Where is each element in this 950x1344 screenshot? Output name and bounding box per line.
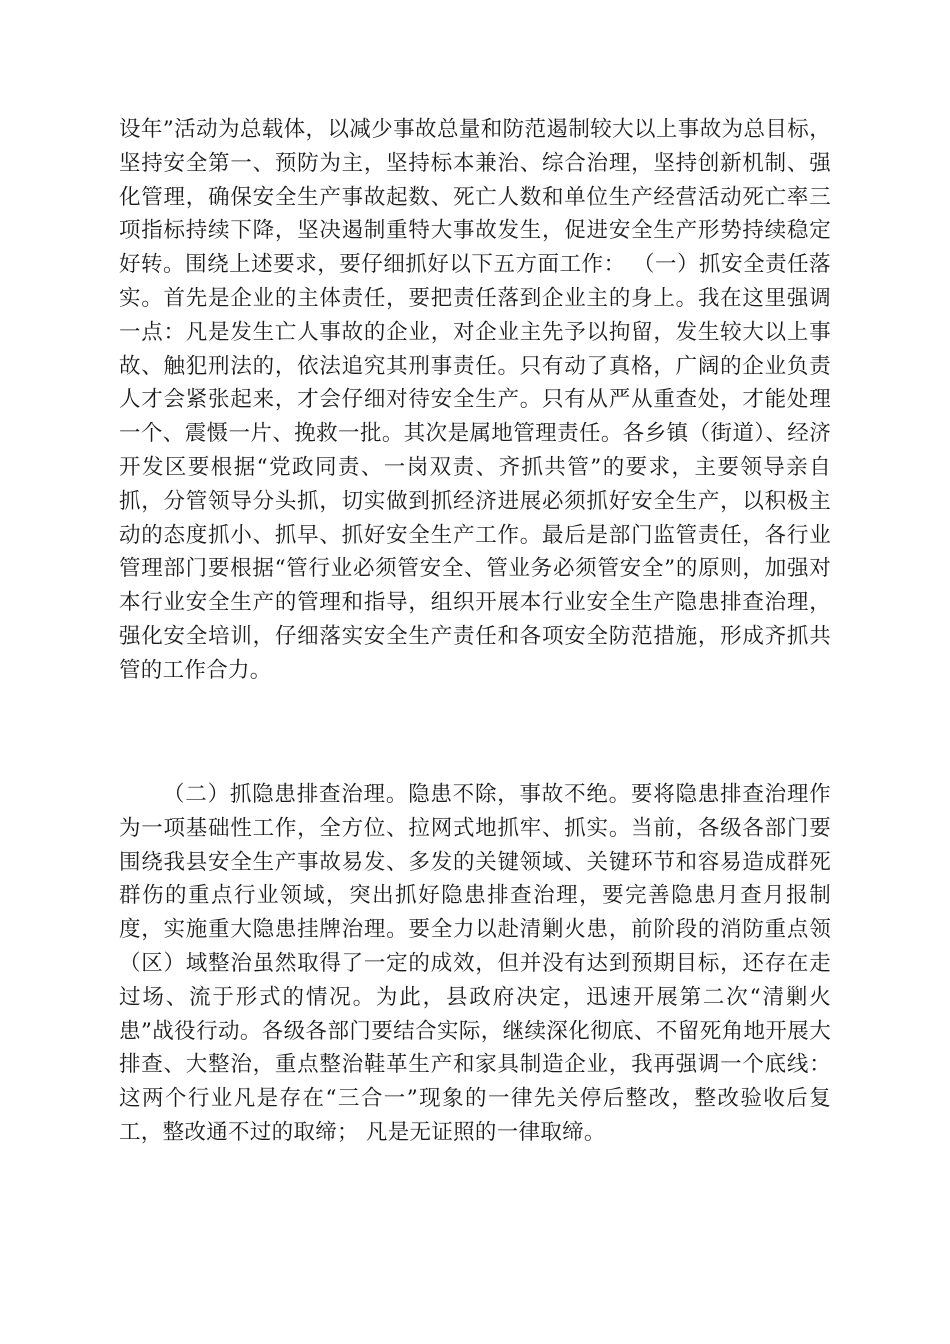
body-paragraph-2: （二）抓隐患排查治理。隐患不除，事故不绝。要将隐患排查治理作为一项基础性工作，全方位、拉网式地抓牢、抓实。当前，各级各部门要围绕我县安全生产事故易发、多发的关键领域、关键环节和容易造成群死群伤的重点行业领域，突出抓好隐患排查治理，要完善隐患月查月报制度，实施重大隐患挂牌治理。要全力以赴清剿火患，前阶段的消防重点领（区）域整治虽然取得了一定的成效，但并没有达到预期目标，还存在走过场、流于形式的情况。为此，县政府决定，迅速开展第二次“清剿火患”战役行动。各级各部门要结合实际，继续深化彻底、不留死角地开展大排查、大整治，重点整治鞋革生产和家具制造企业，我再强调一个底线：这两个行业凡是存在“三合一”现象的一律先关停后整改，整改验收后复工，整改通不过的取缔； 凡是无证照的一律取缔。 (119, 782, 831, 1145)
body-paragraph-1: 设年”活动为总载体，以减少事故总量和防范遏制较大以上事故为总目标，坚持安全第一、预防为主，坚持标本兼治、综合治理，坚持创新机制、强化管理，确保安全生产事故起数、死亡人数和单位生产经营活动死亡率三项指标持续下降，坚决遏制重特大事故发生，促进安全生产形势持续稳定好转。围绕上述要求，要仔细抓好以下五方面工作： （一）抓安全责任落实。首先是企业的主体责任，要把责任落到企业主的身上。我在这里强调一点：凡是发生亡人事故的企业，对企业主先予以拘留，发生较大以上事故、触犯刑法的，依法追究其刑事责任。只有动了真格，广阔的企业负责人才会紧张起来，才会仔细对待安全生产。只有从严从重查处，才能处理一个、震慑一片、挽救一批。其次是属地管理责任。各乡镇（街道）、经济开发区要根据“党政同责、一岗双责、齐抓共管”的要求，主要领导亲自抓，分管领导分头抓，切实做到抓经济进展必须抓好安全生产，以积极主动的态度抓小、抓早、抓好安全生产工作。最后是部门监管责任，各行业管理部门要根据“管行业必须管安全、管业务必须管安全”的原则，加强对本行业安全生产的管理和指导，组织开展本行业安全生产隐患排查治理，强化安全培训，仔细落实安全生产责任和各项安全防范措施，形成齐抓共管的工作合力。 (119, 117, 831, 683)
